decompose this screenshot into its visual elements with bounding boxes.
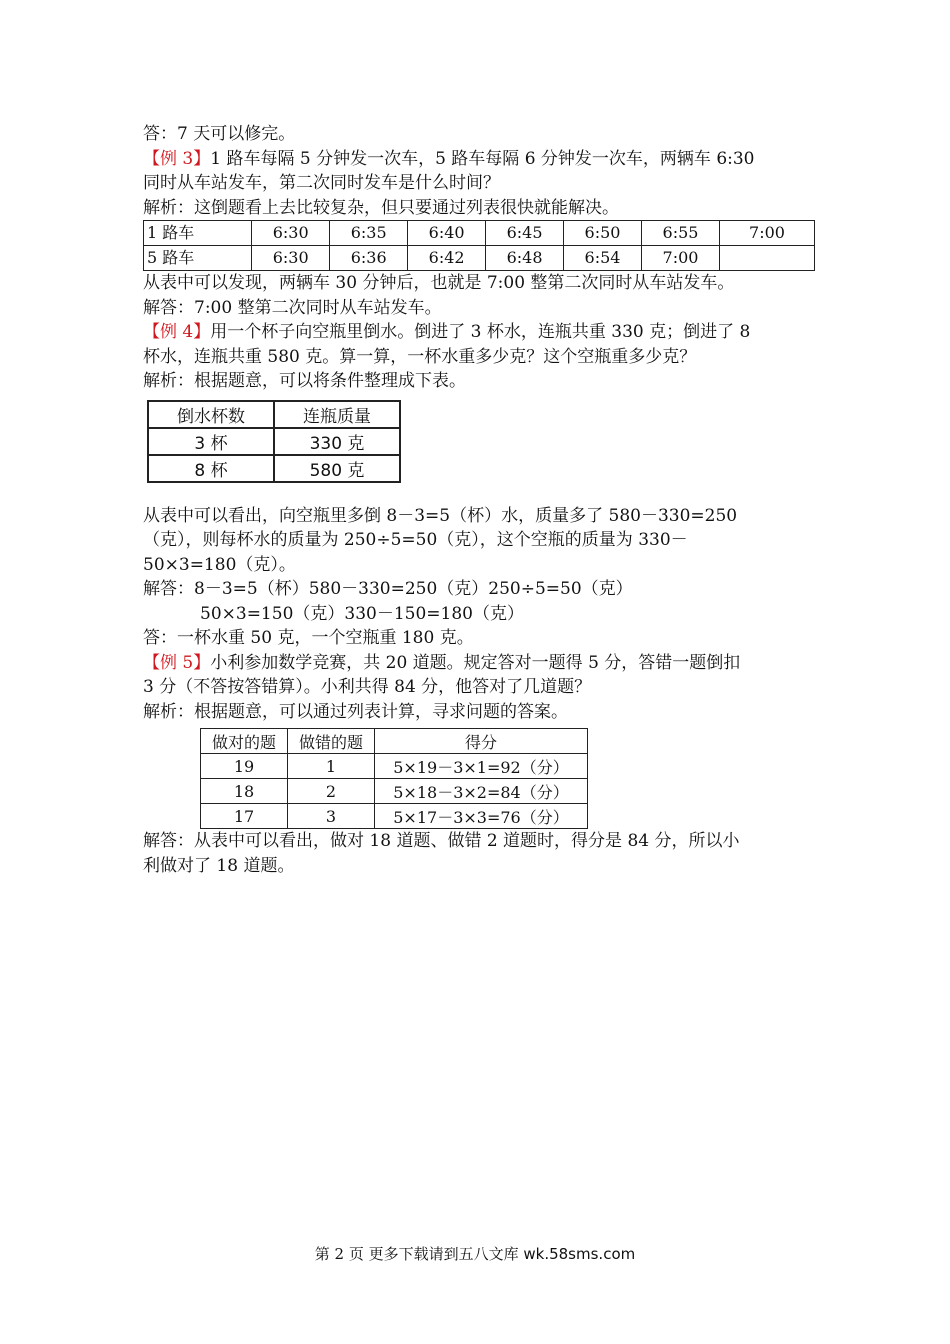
table-row: 3 杯 330 克 <box>148 428 400 455</box>
example-3-answer: 解答：7:00 整第二次同时从车站发车。 <box>143 297 442 318</box>
example-4-analysis: 解析：根据题意，可以将条件整理成下表。 <box>143 371 466 391</box>
example-4-finding-end: 50×3=180（克）。 <box>143 554 296 575</box>
page-footer <box>0 1243 950 1264</box>
example-4-question: 【例 4】用一个杯子向空瓶里倒水。倒进了 3 杯水，连瓶共重 330 克；倒进了 8 <box>143 322 751 342</box>
bus-schedule-table <box>143 220 815 271</box>
example-5-question: 【例 5】小利参加数学竞赛，共 20 道题。规定答对一题得 5 分，答错一题倒扣 <box>143 652 741 673</box>
table-row: 17 3 5×17－3×3=76（分） <box>201 804 588 829</box>
example-4-solution: 解答：8－3=5（杯）580－330=250（克）250÷5=50（克） <box>143 579 633 599</box>
example-3-analysis: 解析：这倒题看上去比较复杂，但只要通过列表很快就能解决。 <box>143 197 619 218</box>
example-5-solution-cont: 利做对了 18 道题。 <box>143 855 295 876</box>
example-5-tag: 【例 5】 <box>143 652 211 673</box>
example-3-question: 【例 3】1 路车每隔 5 分钟发一次车，5 路车每隔 6 分钟发一次车，两辆车 6:30 <box>143 148 755 169</box>
table-row: 18 2 5×18－3×2=84（分） <box>201 779 588 804</box>
example-5-solution: 解答：从表中可以看出，做对 18 道题、做错 2 道题时，得分是 84 分，所以小 <box>143 831 740 851</box>
table-header-row: 倒水杯数 连瓶质量 <box>148 401 400 428</box>
table-row: 8 杯 580 克 <box>148 455 400 482</box>
example-4-finding: 从表中可以看出，向空瓶里多倒 8－3=5（杯）水，质量多了 580－330=250 <box>143 505 738 526</box>
example-5-analysis: 解析：根据题意，可以通过列表计算，寻求问题的答案。 <box>143 701 568 722</box>
example-5-question-cont: 3 分（不答按答错算）。小利共得 84 分，他答对了几道题？ <box>143 677 592 697</box>
example-3-tag: 【例 3】 <box>143 148 211 169</box>
table-row: 1 路车 6:30 6:35 6:40 6:45 6:50 6:55 7:00 <box>144 221 815 246</box>
example-4-solution-cont: 50×3=150（克）330－150=180（克） <box>200 603 524 624</box>
table-row: 5 路车 6:30 6:36 6:42 6:48 6:54 7:00 <box>144 246 815 271</box>
answer-line: 答：7 天可以修完。 <box>143 124 296 144</box>
footer-site-link[interactable]: wk.58sms.com <box>523 1245 636 1263</box>
example-4-finding-cont: （克），则每杯水的质量为 250÷5=50（克），这个空瓶的质量为 330－ <box>143 530 688 550</box>
document-body <box>143 122 815 878</box>
example-4-question-cont: 杯水，连瓶共重 580 克。算一算，一杯水重多少克？这个空瓶重多少克？ <box>143 346 697 367</box>
example-3-finding: 从表中可以发现，两辆车 30 分钟后，也就是 7:00 整第二次同时从车站发车。 <box>143 273 735 293</box>
example-4-answer: 答：一杯水重 50 克，一个空瓶重 180 克。 <box>143 628 474 648</box>
table-row: 19 1 5×19－3×1=92（分） <box>201 754 588 779</box>
score-table <box>200 728 588 829</box>
example-3-question-cont: 同时从车站发车，第二次同时发车是什么时间？ <box>143 173 500 193</box>
footer-text: 第 2 页 更多下载请到五八文库 <box>314 1245 524 1263</box>
water-weight-table <box>147 400 401 483</box>
table-header-row: 做对的题 做错的题 得分 <box>201 729 588 754</box>
example-4-tag: 【例 4】 <box>143 322 211 342</box>
